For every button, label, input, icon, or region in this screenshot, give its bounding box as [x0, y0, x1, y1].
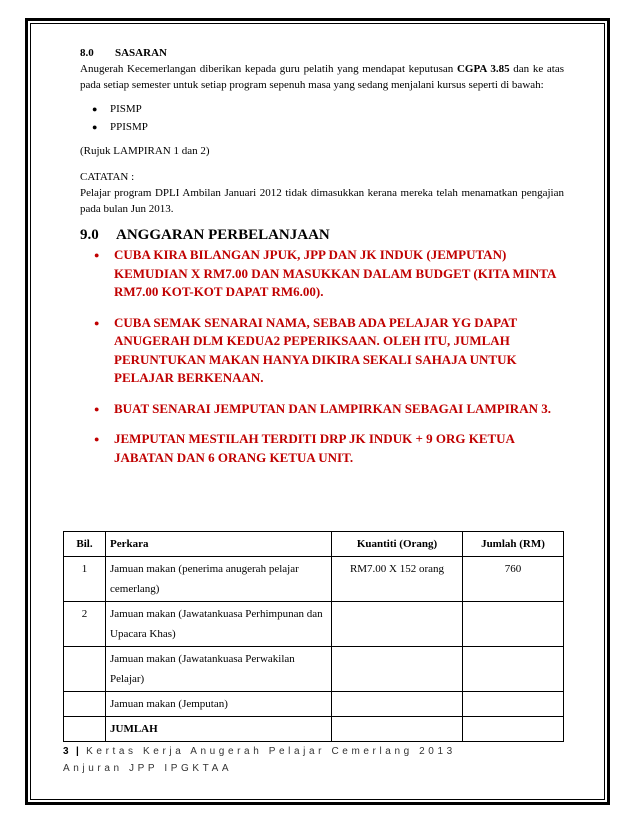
- section-8-number: 8.0: [80, 47, 94, 59]
- footer-line-1: [63, 743, 564, 760]
- red-note-item: ● JEMPUTAN MESTILAH TERDITI DRP JK INDUK + 9 ORG KETUA JABATAN DAN 6 ORANG KETUA UNIT.: [114, 430, 564, 467]
- program-item: ● PISMP: [110, 101, 564, 117]
- cell-kuantiti: RM7.00 X 152 orang: [332, 557, 463, 602]
- budget-table: [63, 531, 564, 742]
- cell-jumlah: [463, 602, 564, 647]
- section-9-number: 9.0: [80, 227, 99, 243]
- cell-perkara: Jamuan makan (Jawatankuasa Perwakilan Pelajar): [106, 647, 332, 692]
- cell-kuantiti: [332, 647, 463, 692]
- document-body: [80, 45, 564, 479]
- table-row: [64, 692, 564, 717]
- table-total-row: [64, 717, 564, 742]
- cell-bil: [64, 717, 106, 742]
- red-note-item: ● BUAT SENARAI JEMPUTAN DAN LAMPIRKAN SEBAGAI LAMPIRAN 3.: [114, 400, 564, 419]
- program-item: ● PPISMP: [110, 119, 564, 135]
- red-notes-list: [80, 246, 564, 467]
- cell-jumlah: [463, 717, 564, 742]
- page-footer: [63, 743, 564, 777]
- red-note-item: ● CUBA SEMAK SENARAI NAMA, SEBAB ADA PELAJAR YG DAPAT ANUGERAH DLM KEDUA2 PEPERIKSAAN. OLEH ITU, JUMLAH PERUNTUKAN MAKAN HANYA DIKIRA SEKALI SAHAJA UNTUK PELAJAR BERKENAAN.: [114, 314, 564, 388]
- para-text-cgpa: CGPA 3.85: [456, 63, 510, 75]
- footer-title: Kertas Kerja Anugerah Pelajar Cemerlang 2013: [86, 746, 456, 757]
- para-text-prefix: Anugerah Kecemerlangan diberikan kepada guru pelatih yang mendapat keputusan: [80, 63, 457, 75]
- footer-divider: [63, 741, 564, 742]
- table-row: [64, 647, 564, 692]
- cell-kuantiti: [332, 692, 463, 717]
- header-jumlah: Jumlah (RM): [463, 532, 564, 557]
- cell-jumlah: [463, 647, 564, 692]
- header-bil: Bil.: [64, 532, 106, 557]
- cell-bil: 2: [64, 602, 106, 647]
- program-list: [80, 101, 564, 135]
- cell-bil: [64, 647, 106, 692]
- section-9-title: ANGGARAN PERBELANJAAN: [116, 227, 330, 243]
- cell-jumlah: [463, 692, 564, 717]
- cell-perkara: Jamuan makan (Jawatankuasa Perhimpunan dan Upacara Khas): [106, 602, 332, 647]
- table-row: [64, 557, 564, 602]
- section-8-heading: [80, 45, 564, 61]
- cell-bil: 1: [64, 557, 106, 602]
- cell-perkara: Jamuan makan (penerima anugerah pelajar cemerlang): [106, 557, 332, 602]
- header-perkara: Perkara: [106, 532, 332, 557]
- header-kuantiti: Kuantiti (Orang): [332, 532, 463, 557]
- cell-kuantiti: [332, 717, 463, 742]
- table-row: [64, 602, 564, 647]
- footer-line-2: Anjuran JPP IPGKTAA: [63, 763, 233, 774]
- section-8-title: SASARAN: [115, 47, 167, 59]
- cell-bil: [64, 692, 106, 717]
- section-9-heading: [80, 227, 564, 243]
- note-label: CATATAN :: [80, 171, 135, 183]
- red-note-item: ● CUBA KIRA BILANGAN JPUK, JPP DAN JK INDUK (JEMPUTAN) KEMUDIAN X RM7.00 DAN MASUKKAN DALAM BUDGET (KITA MINTA RM7.00 KOT-KOT DAPAT RM6.00).: [114, 246, 564, 302]
- table-header-row: [64, 532, 564, 557]
- footer-separator: |: [75, 746, 80, 757]
- note-text: Pelajar program DPLI Ambilan Januari 2012 tidak dimasukkan kerana mereka telah menamatkan pengajian pada bulan Jun 2013.: [80, 187, 564, 215]
- para-text-suffix: dan ke atas pada setiap semester untuk setiap program sepenuh masa yang sedang menjalani kursus seperti di bawah:: [80, 63, 564, 91]
- section-8-paragraph: [80, 61, 564, 93]
- cell-jumlah: 760: [463, 557, 564, 602]
- reference-text: (Rujuk LAMPIRAN 1 dan 2): [80, 145, 210, 157]
- page-number: 3: [63, 746, 70, 757]
- cell-perkara: Jamuan makan (Jemputan): [106, 692, 332, 717]
- cell-total-label: JUMLAH: [106, 717, 332, 742]
- cell-kuantiti: [332, 602, 463, 647]
